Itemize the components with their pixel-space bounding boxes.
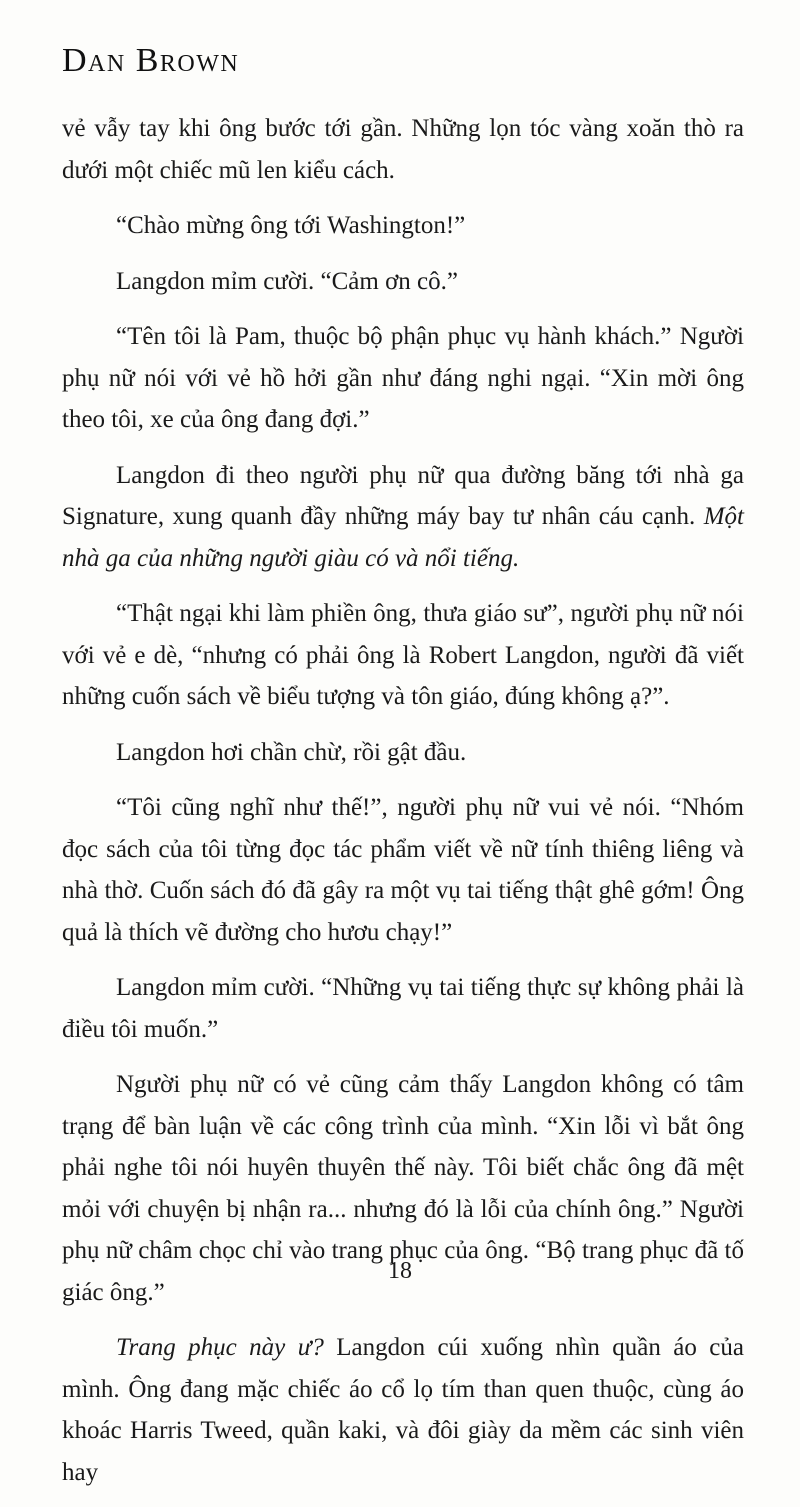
paragraph [62,787,744,953]
text-run: vẻ vẫy tay khi ông bước tới gần. Những lọn tóc vàng xoăn thò ra dưới một chiếc mũ len kiểu cách. [62,115,744,184]
body-text [62,108,744,1507]
running-head-author: Dan Brown [62,42,240,79]
paragraph [62,967,744,1050]
paragraph [62,455,744,580]
text-run: Langdon hơi chần chừ, rồi gật đầu. [116,738,467,766]
text-run: Langdon mỉm cười. “Cảm ơn cô.” [116,267,458,295]
text-run: Người phụ nữ có vẻ cũng cảm thấy Langdon không có tâm trạng để bàn luận về các công trình của mình. “Xin lỗi vì bắt ông phải nghe tôi nói huyên thuyên thế này. Tôi biết chắc ông đã mệt mỏi với chuyện bị nhận ra... nhưng đó là lỗi của chính ông.” Người phụ nữ châm chọc chỉ vào trang phục của ông. “Bộ trang phục đã tố giác ông.” [62,1071,744,1306]
text-run: “Tôi cũng nghĩ như thế!”, người phụ nữ vui vẻ nói. “Nhóm đọc sách của tôi từng đọc tác phẩm viết về nữ tính thiêng liêng và nhà thờ. Cuốn sách đó đã gây ra một vụ tai tiếng thật ghê gớm! Ông quả là thích vẽ đường cho hươu chạy!” [62,794,744,946]
page-number: 18 [388,1258,412,1284]
text-run: Langdon mỉm cười. “Những vụ tai tiếng thực sự không phải là điều tôi muốn.” [62,974,744,1043]
paragraph [62,261,744,303]
text-run: Langdon cúi xuống nhìn quần áo của mình. Ông đang mặc chiếc áo cổ lọ tím than quen thuộc, cùng áo khoác Harris Tweed, quần kaki, và đôi giày da mềm các sinh viên hay [62,1334,744,1486]
text-run: “Chào mừng ông tới Washington!” [116,212,466,239]
italic-text: Một nhà ga của những người giàu có và nổi tiếng. [62,503,744,572]
text-run: “Tên tôi là Pam, thuộc bộ phận phục vụ hành khách.” Người phụ nữ nói với vẻ hồ hởi gần như đáng nghi ngại. “Xin mời ông theo tôi, xe của ông đang đợi.” [62,323,744,433]
text-run: “Thật ngại khi làm phiền ông, thưa giáo sư”, người phụ nữ nói với vẻ e dè, “nhưng có phải ông là Robert Langdon, người đã viết những cuốn sách về biểu tượng và tôn giáo, đúng không ạ?”. [62,600,744,710]
paragraph [62,316,744,441]
paragraph [62,732,744,774]
italic-text: Trang phục này ư? [116,1334,324,1361]
paragraph [62,593,744,718]
text-run: Langdon đi theo người phụ nữ qua đường băng tới nhà ga Signature, xung quanh đầy những máy bay tư nhân cáu cạnh. [62,461,744,530]
paragraph [62,1327,744,1493]
paragraph [62,205,744,247]
paragraph [62,108,744,191]
